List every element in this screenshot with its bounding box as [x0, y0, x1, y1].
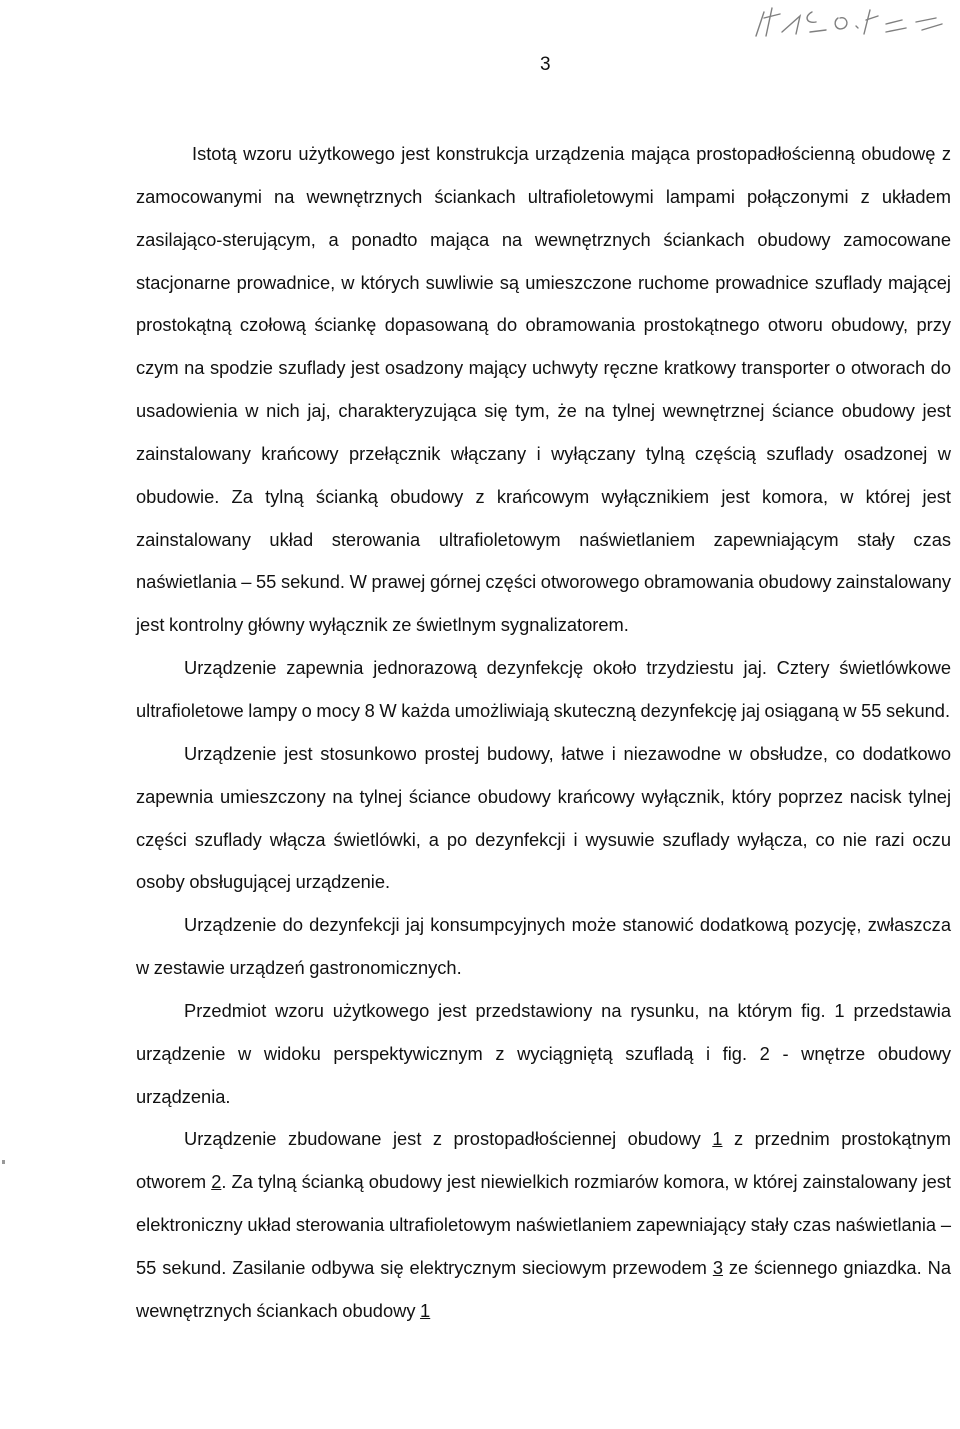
reference-numeral: 3 — [712, 1256, 723, 1278]
paragraph: Urządzenie do dezynfekcji jaj konsumpcyjnych może stanowić dodatkową pozycję, zwłaszcza w zestawie urządzeń gastronomicznych. — [136, 914, 951, 979]
paragraph: Urządzenie jest stosunkowo prostej budowy, łatwe i niezawodne w obsłudze, co dodatkowo zapewnia umieszczony na tylnej ściance obudowy krańcowy wyłącznik, który poprzez nacisk tylnej części szuflady włącza świetlówki, a po dezynfekcji i wysuwie szuflady wyłącza, co nie razi oczu osoby obsługującej urządzenie. — [136, 742, 951, 893]
reference-numeral: 1 — [420, 1299, 431, 1321]
paragraph-text: z przednim prostokątnym otworem — [136, 1128, 951, 1193]
handwritten-annotation — [746, 2, 951, 42]
paragraph — [136, 1118, 951, 1332]
paragraph: Istotą wzoru użytkowego jest konstrukcja urządzenia mająca prostopadłościenną obudowę z zamocowanymi na wewnętrznych ściankach ultrafioletowymi lampami połączonymi z układem zasilająco-sterującym, a ponadto mająca na wewnętrznych ściankach obudowy zamocowane stacjonarne prowadnice, w których suwliwie są umieszczone ruchome prowadnice szuflady mającej prostokątną czołową ściankę dopasowaną do obramowania prostokątnego otworu obudowy, przy czym na spodzie szuflady jest osadzony mający uchwyty ręczne kratkowy transporter o otworach do usadowienia w nich jaj, charakteryzująca się tym, że na tylnej wewnętrznej ściance obudowy jest zainstalowany krańcowy przełącznik włączany i wyłączany tylną częścią szuflady osadzonej w obudowie. Za tylną ścianką obudowy z krańcowym wyłącznikiem jest komora, w której jest zainstalowany układ sterowania ultrafioletowym naświetlaniem zapewniającym stały czas naświetlania – 55 sekund. W prawej górnej części otworowego obramowania obudowy zainstalowany jest kontrolny główny wyłącznik ze świetlnym sygnalizatorem. — [136, 143, 951, 636]
paragraph-text: ze ściennego gniazdka. Na wewnętrznych ściankach obudowy — [136, 1256, 951, 1321]
scan-artifact — [2, 1160, 5, 1164]
reference-numeral: 2 — [211, 1171, 222, 1193]
paragraph-text: . Za tylną ścianką obudowy jest niewielkich rozmiarów komora, w której zainstalowany jest elektroniczny układ sterowania ultrafioletowym naświetlaniem zapewniający stały czas naświetlania – 55 sekund. Zasilanie odbywa się elektrycznym sieciowym przewodem — [136, 1171, 951, 1278]
paragraph: Urządzenie zapewnia jednorazową dezynfekcję około trzydziestu jaj. Cztery świetlówkowe ultrafioletowe lampy o mocy 8 W każda umożliwiają skuteczną dezynfekcję jaj osiąganą w 55 sekund. — [136, 657, 951, 721]
paragraph-text: Urządzenie zbudowane jest z prostopadłościennej obudowy — [184, 1128, 713, 1150]
reference-numeral: 1 — [712, 1128, 723, 1150]
document-body — [136, 133, 951, 1333]
paragraph: Przedmiot wzoru użytkowego jest przedstawiony na rysunku, na którym fig. 1 przedstawia urządzenie w widoku perspektywicznym z wyciągniętą szufladą i fig. 2 - wnętrze obudowy urządzenia. — [136, 999, 951, 1107]
page-number: 3 — [540, 54, 551, 75]
